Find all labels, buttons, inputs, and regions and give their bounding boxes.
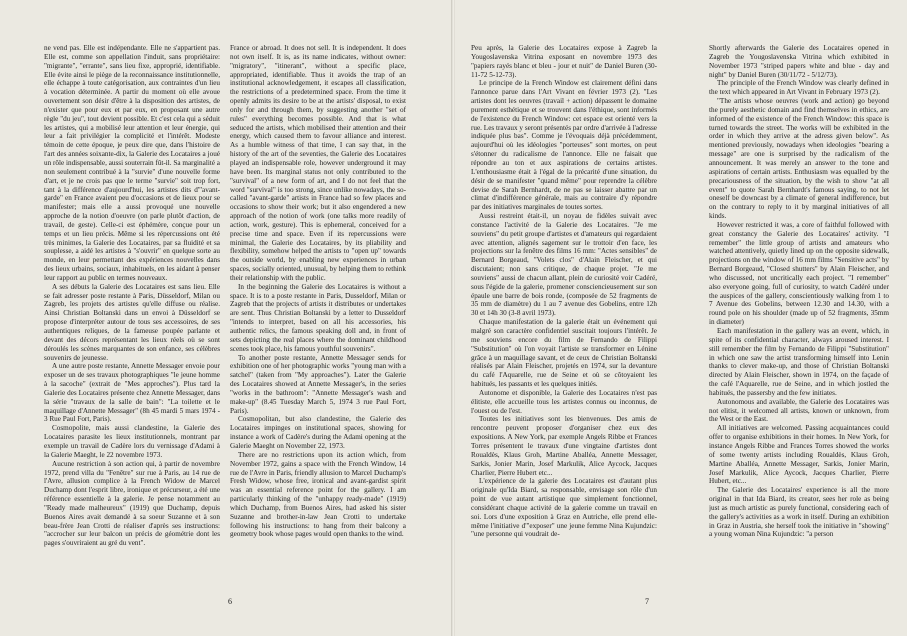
paragraph: The principle of the French Window was clearly defined in the text which appeared in Art Vivant in February 1973 (2). <box>709 79 889 97</box>
paragraph: The Galerie des Locataires' experience is all the more original in that Ida Biard, its creator, sees her role as being just as much artistic as purely functional, considering each of the gallery's activities as a work in itself. During an exhibition in Graz in Austria, she herself took the initiative in "showing" a young woman Nina Kujundzic: "a person <box>709 486 889 539</box>
paragraph: Aussi restreint était-il, un noyau de fidèles suivait avec constance l'activité de la Galerie des Locataires. "Je me souviens" du petit groupe d'artistes et d'amateurs qui regardaient avec attention, alignés sagement sur le trottoir d'en face, les projections sur la fenêtre des films 16 mm: "Actes sensibles" de Bernard Borgeaud, "Volets clos" d'Alain Fleischer, et qui discutaient; non sans critique, de chaque projet. "Je me souviens" aussi de chacun allant, plein de curiosité voir Cadéré, sous l'égide de la galerie, promener consciencieusement sur son épaule une barre de bois ronde, (composée de 52 fragments de 35 mm de diamètre) du 1 au 7 avenue des Gobelins, entre 12h 30 et 14h 30 (3-8 avril 1973). <box>471 212 657 318</box>
right-page-english-column <box>709 44 889 596</box>
left-page <box>0 0 451 636</box>
page-number: 6 <box>228 597 232 606</box>
paragraph: Cosmopolitan, but also clandestine, the Galerie des Locataires impinges on institutional spaces, showing for instance a work of Cadère's during the Adami opening at the Galerie Maeght on November 22, 1973. <box>230 415 406 450</box>
paragraph: Each manifestation in the gallery was an event, which, in spite of its confidential character, always aroused interest. I still remember the film by Fernando de Filippi "Substitution" in which one saw the artist transforming himself into Lenin thanks to clever make-up, and those of Christian Boltanski directed by Alain Fleischer, shown in 1974, on the façade of the café l'Aquarelle, rue de Seine, and in which jostled the habitués, the passersby and the few initiates. <box>709 327 889 397</box>
paragraph: However restricted it was, a core of faithful followed with great constancy the Galerie des Locataires' activity. "I remember" the little group of artists and amateurs who watched attentively, quietly lined up on the opposite sidewalk, projections on the window of 16 mm films "Sensitive acts" by Bernard Borgeaud, "Closed shutters" by Alain Fleischer, and who discussed, not uncritically each project. "I remember" also everyone going, full of curiosity, to watch Cadéré under the auspices of the gallery, conscientiously walking from 1 to 7 Avenue des Gobelins, between 12.30 and 14.30, with a round pole on his shoulder (made up of 52 fragments, 35mm in diameter) <box>709 220 889 327</box>
paragraph: There are no restrictions upon its action which, from November 1972, gains a space with the French Window, 14 rue de l'Avre in Paris, friendly allusion to Marcel Duchamp's Fresh Widow, whose free, ironical and avant-gardist spirit was an essential reference point for the gallery. I am particularly thinking of the "unhappy ready-made" (1919) which Duchamp, from Buenos Aires, had asked his sister Suzanne and brother-in-law Jean Crotti to undertake following his instructions: to hang from their balcony a geometry book whose pages would open thanks to the wind. <box>230 450 406 539</box>
paragraph: Le principe de la French Window est clairement défini dans l'annonce parue dans l'Art Vivant en février 1973 (2). "Les artistes dont les oeuvres (travail + action) dépassent le domaine purement esthétique et se trouvent dans l'éthique, sont informés de l'existence du French Window: cet espace est orienté vers la rue. Les travaux y seront présentés par ordre d'arrivée à l'adresse indiquée plus bas". Comme je l'évoquais déjà précédemment, aujourd'hui où les idéologies "porteuses" sont mortes, on peut s'étonner du radicalisme de l'annonce. Elle ne faisait que répondre au ton et aux aspirations de certains artistes. L'enthousiasme était à l'égal de la précarité d'une situation, du désir de se manifester "quand même" pour reprendre la célèbre devise de Sarah Bernhardt, de ne pas se laisser abattre par un climat d'indifférence générale, mais au contraire d'y répondre par des initiatives marginales de toutes sortes. <box>471 79 657 212</box>
paragraph: Peu après, la Galerie des Locataires expose à Zagreb la Yougoslavenska Vitrina exposant en novembre 1973 des "papiers rayés blanc et bleu - jour et nuit" de Daniel Buren (30-11-72 5-12-73). <box>471 44 657 79</box>
paragraph: Aucune restriction à son action qui, à partir de novembre 1972, prend villa du "Fenêtre" sur rue à Paris, au 14 rue de l'Avre, allusion complice à la French Widow de Marcel Duchamp dont l'esprit libre, ironique et précurseur, a été une référence essentielle à la galerie. Je pense notamment au "Ready made malheureux" (1919) que Duchamp, depuis Buenos Aires avait demandé à sa soeur Suzanne et à son beau-frère Jean Crotti de réaliser d'après ses instructions: "accrocher sur leur balcon un précis de géométrie dont les pages s'ouvriraient au gré du vent". <box>44 459 220 548</box>
paragraph: Shortly afterwards the Galerie des Locataires opened in Zagreb the Yougoslavenska Vitrina which exhibited in November 1973 "striped papers white and blue - day and night" by Daniel Buren (30/11/72 - 5/12/73). <box>709 44 889 79</box>
right-page <box>455 0 907 636</box>
paragraph: "The artists whose oeuvres (work and action) go beyond the purely aesthetic domain and find themselves in ethics, are informed of the existence of the French Window: this space is turned towards the street. The works will be exhibited in the order in which they arrive at the adress given below". As mentioned previously, nowadays when ideologies "bearing a message" are one is surprised by the radicalism of the announcement. It was merely an answer to the tone and aspirations of certain artists. Enthusiasm was equalled by the precariousness of the situation, by the wish to show "at all event" to quote Sarah Bernhardt's famous saying, to not let oneself be downcast by a climate of general indifference, but on the contrary to reply to it by marginal initiatives of all kinds. <box>709 97 889 221</box>
paragraph: All initiatives are welcomed. Passing acquaintances could offer to organise exhibitions in their homes. In New York, for instance Angels Ribbe and Frances Torres showed the works of some twenty artists including Roualdès, Klaus Groh, Martine Aballéa, Annette Messager, Sarkis, Jonier Marin, Josef Markulik, Alice Aycock, Jacques Charlier, Pierre Hubert, etc... <box>709 424 889 486</box>
paragraph: France or abroad. It does not sell. It is independent. It does not own itself. It is, as its name indicates, without owner: "migratory", "itinerant", without a specific place, appropriated, identifiable. Thus it avoids the trap of an institutional acknowledgement, it escapes all classification, the restrictions of a predetermined space. From the time it openly admits its desire to be at the artists' disposal, to exist only for and through them, by suggesting another "set of rules" everything becomes possible. And that is what seduced the artists, which mobilised their attention and their energy, which caused them to favour alliance and interest. As a humble witness of that time, I can say that, in the history of the art of the seventies, the Galerie des Locataires played an indispensable role, however underground it may have been. Its marginal status not only contributed to the "survival" of a new form of art, and I do not feel that the word "survival" is too strong, since unlike nowadays, the so-called "avant-garde" artists in France had so few places and occasions to show their work; but it also engendered a new approach of the notion of work (one talks more readily of action, work, gesture). This is ephemeral, conceived for a precise time and space. Even if its repercussions were minimal, the Galerie des Locataires, by its pliability and flexibility, somehow helped the artists to "open up" towards the outside world, by enabling new experiences in urban spaces, socially oriented, unusual, by helping them to rethink their relationship with the public. <box>230 44 406 282</box>
paragraph: A ses débuts la Galerie des Locataires est sans lieu. Elle se fait adresser poste restante à Paris, Düsseldorf, Milan ou Zagreb, les projets des artistes qu'elle diffuse ou réalise. Ainsi Christian Boltanski dans un envoi à Düsseldorf se propose d'interpréter autour de tous ses accessoires, de ses authentiques reliques, de la fameuse poupée parlante et devant des décors représentant les lieux réels où se sont déroulés les scènes marquantes de son enfance, ses célèbres souvenirs de jeunesse. <box>44 282 220 362</box>
paragraph: To another poste restante, Annette Messager sends for exhibition one of her photographic works "young man with a satchel" (taken from "My approaches"). Later the Galerie des Locataires showed at Annette Messager's, in the series "works in the bathroom": "Annette Messager's wash and make-up" (8.45 Tuesday March 5, 1974 3 rue Paul Fort, Paris). <box>230 353 406 415</box>
paragraph: Autonome et disponible, la Galerie des Locataires n'est pas élitiste, elle accueille tous les artistes connus ou inconnus, de l'ouest ou de l'est. <box>471 388 657 415</box>
paragraph: Chaque manifestation de la galerie était un événement qui malgré son caractère confidentiel suscitait toujours l'intérêt. Je me souviens encore du film de Fernando de Filippi "Substitution" où l'on voyait l'artiste se transformer en Lénine grâce à un maquillage savant, et de ceux de Christian Boltanski réalisés par Alain Fleischer, projetés en 1974, sur la devanture du café l'Aquarelle, rue de Seine et où se côtoyaient les habitués, les passants et les quelques initiés. <box>471 318 657 389</box>
paragraph: L'expérience de la galerie des Locataires est d'autant plus originale qu'Ida Biard, sa responsable, envisage son rôle d'un point de vue autant artistique que simplement fonctionnel, considérant chaque activité de la galerie comme un travail en soi. Lors d'une exposition à Graz en Autriche, elle prend elle-même l'initiative d'"exposer" une jeune femme Nina Kujundzic: "une personne qui voudrait de- <box>471 477 657 539</box>
right-page-french-column <box>471 44 657 596</box>
left-page-english-column <box>230 44 406 596</box>
paragraph: A une autre poste restante, Annette Messager envoie pour exposer un de ses travaux photographiques "le jeune homme à la sacoche" (extrait de "Mes approches"). Plus tard la Galerie des Locataires présente chez Annette Messager, dans la série "travaux de la salle de bain": "La toilette et le maquillage d'Annette Messager" (8h 45 mardi 5 mars 1974 - 3 Rue Paul Fort, Paris). <box>44 362 220 424</box>
paragraph: Toutes les initiatives sont les bienvenues. Des amis de rencontre peuvent proposer d'organiser chez eux des expositions. A New York, par exemple Angels Ribbe et Frances Torres présentent le travaux d'une vingtaine d'artistes dont Roualdès, Klaus Groh, Martine Aballéa, Annette Messager, Sarkis, Jonier Marin, Josef Markulik, Alice Aycock, Jacques Charlier, Pierre Hubert etc... <box>471 415 657 477</box>
left-page-french-column <box>44 44 220 596</box>
page-number: 7 <box>645 597 649 606</box>
paragraph: Autonomous and available, the Galerie des Locataires was not elitist, it welcomed all artists, known or unknown, from the West or the East. <box>709 397 889 424</box>
paragraph: ne vend pas. Elle est indépendante. Elle ne s'appartient pas. Elle est, comme son appellation l'induit, sans propriétaire: "migrante", "errante", sans lieu fixe, approprié, identifiable. Elle évite ainsi le piège de la reconnaissance institutionnelle, elle échappe à toute catégorisation, aux contraintes d'un lieu à vocation déterminée. A partir du moment où elle avoue ouvertement son désir d'être à la disposition des artistes, de n'exister que pour eux et par eux, en proposant une autre règle "du jeu", tout devient possible. Et c'est cela qui a séduit les artistes, qui a mobilisé leur attention et leur énergie, qui leur a fait privilégier la complicité et l'intérêt. Modeste témoin de cette époque, je peux dire que, dans l'histoire de l'art des années soixante-dix, la Galerie des Locataires a joué un rôle indispensable, aussi souterrain fût-il. Sa marginalité a non seulement contribué à la "survie" d'une nouvelle forme d'art, et je ne crois pas que le terme "survie" soit trop fort, tant à la différence d'aujourd'hui, les artistes dits d'"avant-garde" en France avaient peu d'occasions et de lieux pour se manifester; mais elle a aussi provoqué une nouvelle approche de la notion d'oeuvre (on parle plutôt d'action, de travail, de geste). Celle-ci est éphémère, conçue pour un temps et un lieu précis. Même si les répercussions ont été très minimes, la Galerie des Locataires, par sa fluidité et sa souplesse, a aidé les artistes à "s'ouvrir" en quelque sorte au monde, en leur permettant des expériences nouvelles dans des lieux urbains, sociaux, inhabituels, en les aidant à penser leur rapport au public en termes nouveaux. <box>44 44 220 282</box>
paragraph: In the beginning the Galerie des Locataires is without a space. It is to a poste restante in Paris, Dusseldorf, Milan or Zagreb that the projects of artists it distributes or undertakes are sent. Thus Christian Boltanski by a letter to Dusseldorf "intends to interpret, based on all his accessories, his authentic relics, the famous speaking doll and, in front of sets depicting the real places where the dominant childhood scenes took place, his famous youthful souvenirs". <box>230 282 406 353</box>
paragraph: Cosmopolite, mais aussi clandestine, la Galerie des Locataires parasite les lieux institutionnels, montrant par exemple un travail de Cadère lors du vernissage d'Adami à la Galerie Maeght, le 22 novembre 1973. <box>44 424 220 459</box>
